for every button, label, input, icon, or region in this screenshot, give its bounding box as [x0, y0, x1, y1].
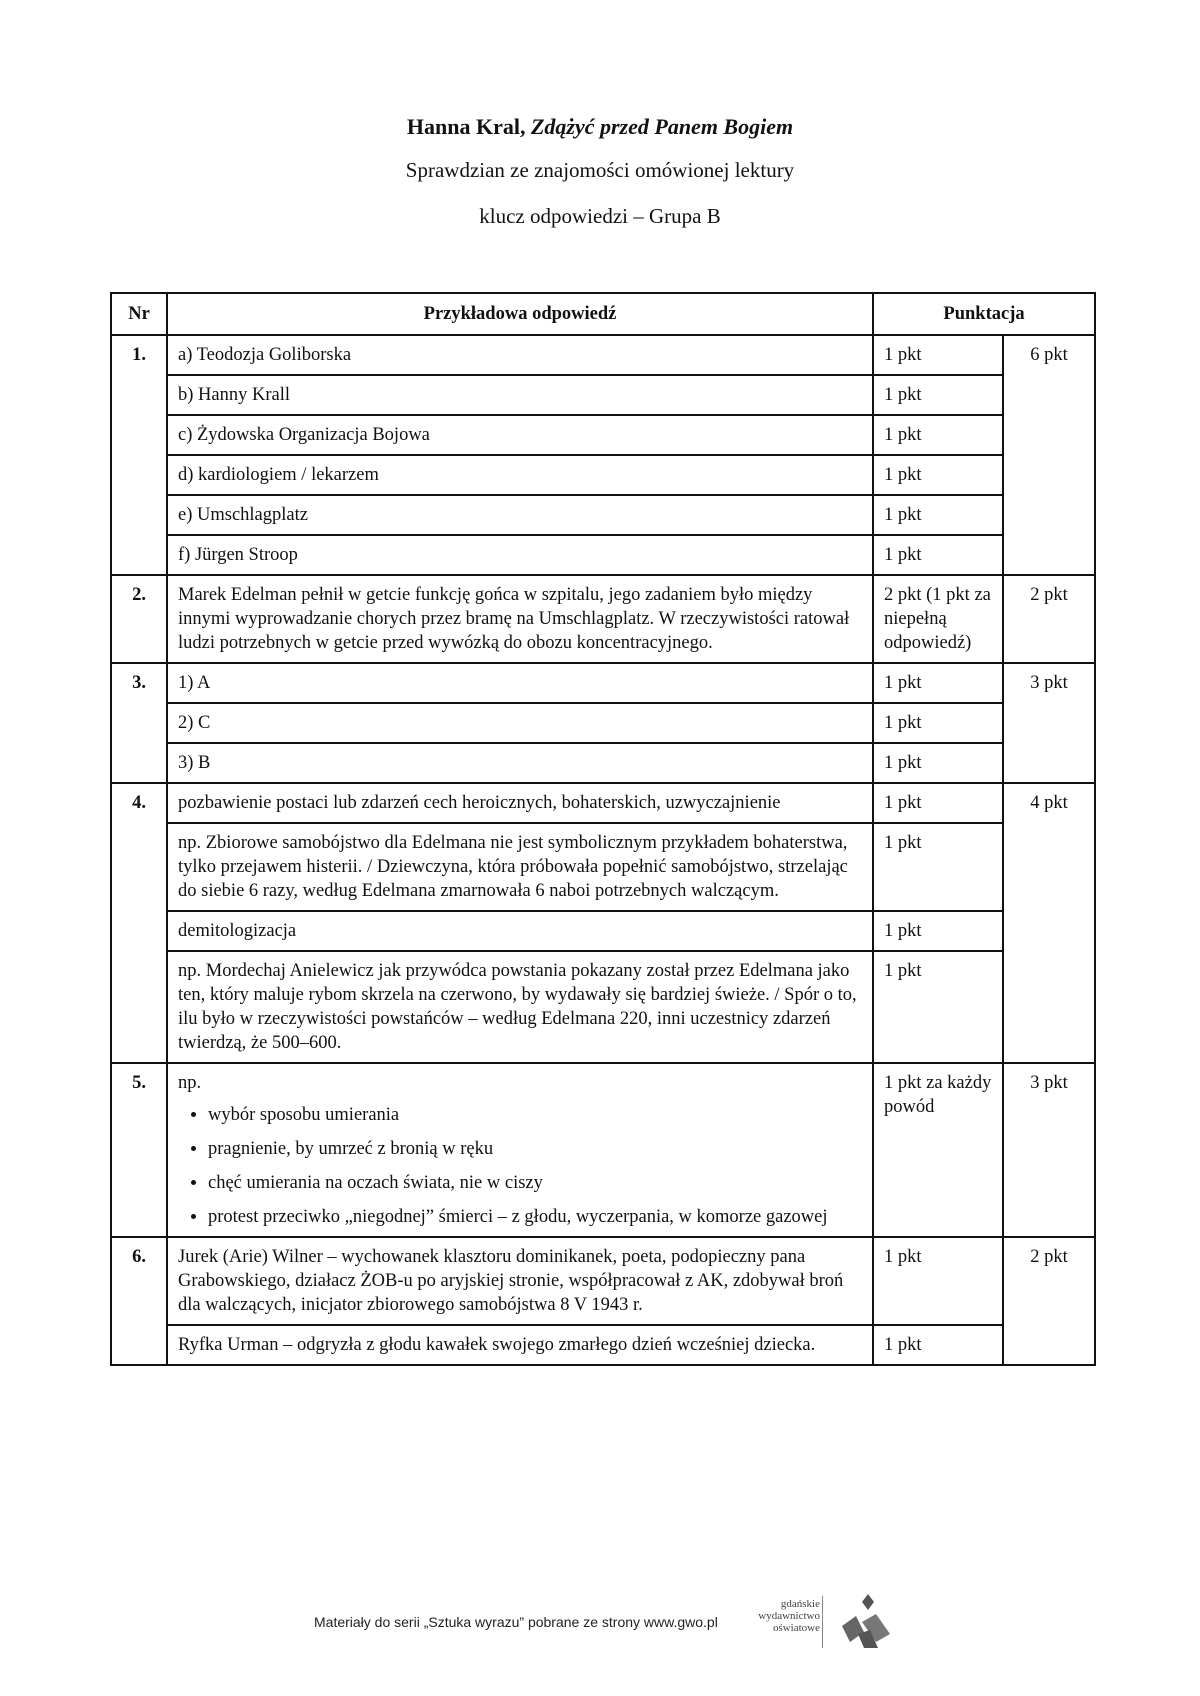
table-row [111, 495, 1095, 535]
publisher-line: gdańskie [780, 1598, 820, 1610]
table-row [111, 1063, 1095, 1237]
table-row [111, 823, 1095, 911]
question-number: 4. [111, 783, 167, 1063]
total-points: 6 pkt [1003, 335, 1095, 575]
answer-cell: demitologizacja [167, 911, 873, 951]
table-row [111, 703, 1095, 743]
answer-cell: Jurek (Arie) Wilner – wychowanek klasztoru dominikanek, poeta, podopieczny pana Grabowskiego, działacz ŻOB-u po aryjskiej stronie, współpracował z AK, zdobywał broń dla walczących, inicjator zbiorowego samobójstwa 8 V 1943 r. [167, 1237, 873, 1325]
points-cell: 1 pkt [873, 455, 1003, 495]
publisher-line: wydawnictwo [758, 1610, 820, 1622]
points-cell: 1 pkt [873, 823, 1003, 911]
answer-cell: 3) B [167, 743, 873, 783]
table-row [111, 1325, 1095, 1365]
table-row [111, 375, 1095, 415]
question-number: 6. [111, 1237, 167, 1365]
document-subtitle: Sprawdzian ze znajomości omówionej lektury [405, 158, 795, 182]
table-row [111, 743, 1095, 783]
points-cell: 1 pkt [873, 1325, 1003, 1365]
page-footer [0, 1590, 1200, 1650]
header-points: Punktacja [873, 293, 1095, 335]
question-number: 5. [111, 1063, 167, 1237]
table-row [111, 911, 1095, 951]
document-title [0, 114, 1200, 140]
publisher-logo-icon [828, 1592, 894, 1650]
table-row [111, 575, 1095, 663]
answer-key-label: klucz odpowiedzi – Grupa B [479, 204, 721, 228]
table-row [111, 415, 1095, 455]
answer-cell: 2) C [167, 703, 873, 743]
publisher-name [740, 1598, 820, 1634]
table-row [111, 535, 1095, 575]
list-item: • chęć umierania na oczach świata, nie w ciszy [208, 1171, 862, 1195]
points-cell: 1 pkt [873, 375, 1003, 415]
list-item: • wybór sposobu umierania [208, 1103, 862, 1127]
question-number: 2. [111, 575, 167, 663]
table-row [111, 1237, 1095, 1325]
answer-cell: a) Teodozja Goliborska [167, 335, 873, 375]
publisher-line: oświatowe [772, 1622, 820, 1634]
table-row [111, 335, 1095, 375]
answer-cell [167, 1063, 873, 1237]
table-row [111, 783, 1095, 823]
table-row [111, 663, 1095, 703]
answer-intro: np. [178, 1073, 202, 1093]
points-cell: 1 pkt [873, 743, 1003, 783]
points-cell: 1 pkt [873, 663, 1003, 703]
author-name: Hanna Kral, [406, 114, 526, 139]
header-nr: Nr [111, 293, 167, 335]
book-title: Zdążyć przed Panem Bogiem [530, 114, 794, 139]
points-cell: 1 pkt [873, 335, 1003, 375]
answer-cell: Ryfka Urman – odgryzła z głodu kawałek swojego zmarłego dzień wcześniej dziecka. [167, 1325, 873, 1365]
points-cell: 1 pkt [873, 951, 1003, 1063]
points-cell: 2 pkt (1 pkt za niepełną odpowiedź) [873, 575, 1003, 663]
table-row [111, 455, 1095, 495]
question-number: 1. [111, 335, 167, 575]
reasons-list [178, 1103, 862, 1229]
footer-source-text: Materiały do serii „Sztuka wyrazu” pobrane ze strony www.gwo.pl [314, 1614, 718, 1630]
total-points: 2 pkt [1003, 575, 1095, 663]
answer-cell: d) kardiologiem / lekarzem [167, 455, 873, 495]
answer-cell: pozbawienie postaci lub zdarzeń cech heroicznych, bohaterskich, uzwyczajnienie [167, 783, 873, 823]
table-row [111, 951, 1095, 1063]
points-cell: 1 pkt [873, 495, 1003, 535]
points-cell: 1 pkt [873, 535, 1003, 575]
points-cell: 1 pkt [873, 783, 1003, 823]
answer-cell: b) Hanny Krall [167, 375, 873, 415]
answer-cell: f) Jürgen Stroop [167, 535, 873, 575]
list-item: • protest przeciwko „niegodnej” śmierci – z głodu, wyczerpania, w komorze gazowej [208, 1205, 862, 1229]
list-item: • pragnienie, by umrzeć z bronią w ręku [208, 1137, 862, 1161]
answer-cell: Marek Edelman pełnił w getcie funkcję gońca w szpitalu, jego zadaniem było między innymi wyprowadzanie chorych przez bramę na Umschlagplatz. W rzeczywistości ratował ludzi potrzebnych w getcie przed wywózką do obozu koncentracyjnego. [167, 575, 873, 663]
footer-divider [822, 1596, 823, 1648]
answer-cell: np. Zbiorowe samobójstwo dla Edelmana nie jest symbolicznym przykładem bohaterstwa, tylko przejawem histerii. / Dziewczyna, która próbowała popełnić samobójstwo, strzelając do siebie 6 razy, według Edelmana zmarnowała 6 naboi potrzebnych walczącym. [167, 823, 873, 911]
question-number: 3. [111, 663, 167, 783]
total-points: 3 pkt [1003, 663, 1095, 783]
points-cell: 1 pkt [873, 1237, 1003, 1325]
total-points: 4 pkt [1003, 783, 1095, 1063]
table-header-row [111, 293, 1095, 335]
points-cell: 1 pkt [873, 911, 1003, 951]
total-points: 2 pkt [1003, 1237, 1095, 1365]
answer-key-table [110, 292, 1096, 1366]
answer-cell: c) Żydowska Organizacja Bojowa [167, 415, 873, 455]
answer-cell: 1) A [167, 663, 873, 703]
points-cell: 1 pkt [873, 703, 1003, 743]
total-points: 3 pkt [1003, 1063, 1095, 1237]
answer-cell: np. Mordechaj Anielewicz jak przywódca powstania pokazany został przez Edelmana jako ten, który maluje rybom skrzela na czerwono, by wydawały się bardziej świeże. / Spór o to, ilu było w rzeczywistości powstańców – według Edelmana 220, inni uczestnicy zdarzeń twierdzą, że 500–600. [167, 951, 873, 1063]
header-answer: Przykładowa odpowiedź [167, 293, 873, 335]
answer-cell: e) Umschlagplatz [167, 495, 873, 535]
points-cell: 1 pkt za każdy powód [873, 1063, 1003, 1237]
points-cell: 1 pkt [873, 415, 1003, 455]
